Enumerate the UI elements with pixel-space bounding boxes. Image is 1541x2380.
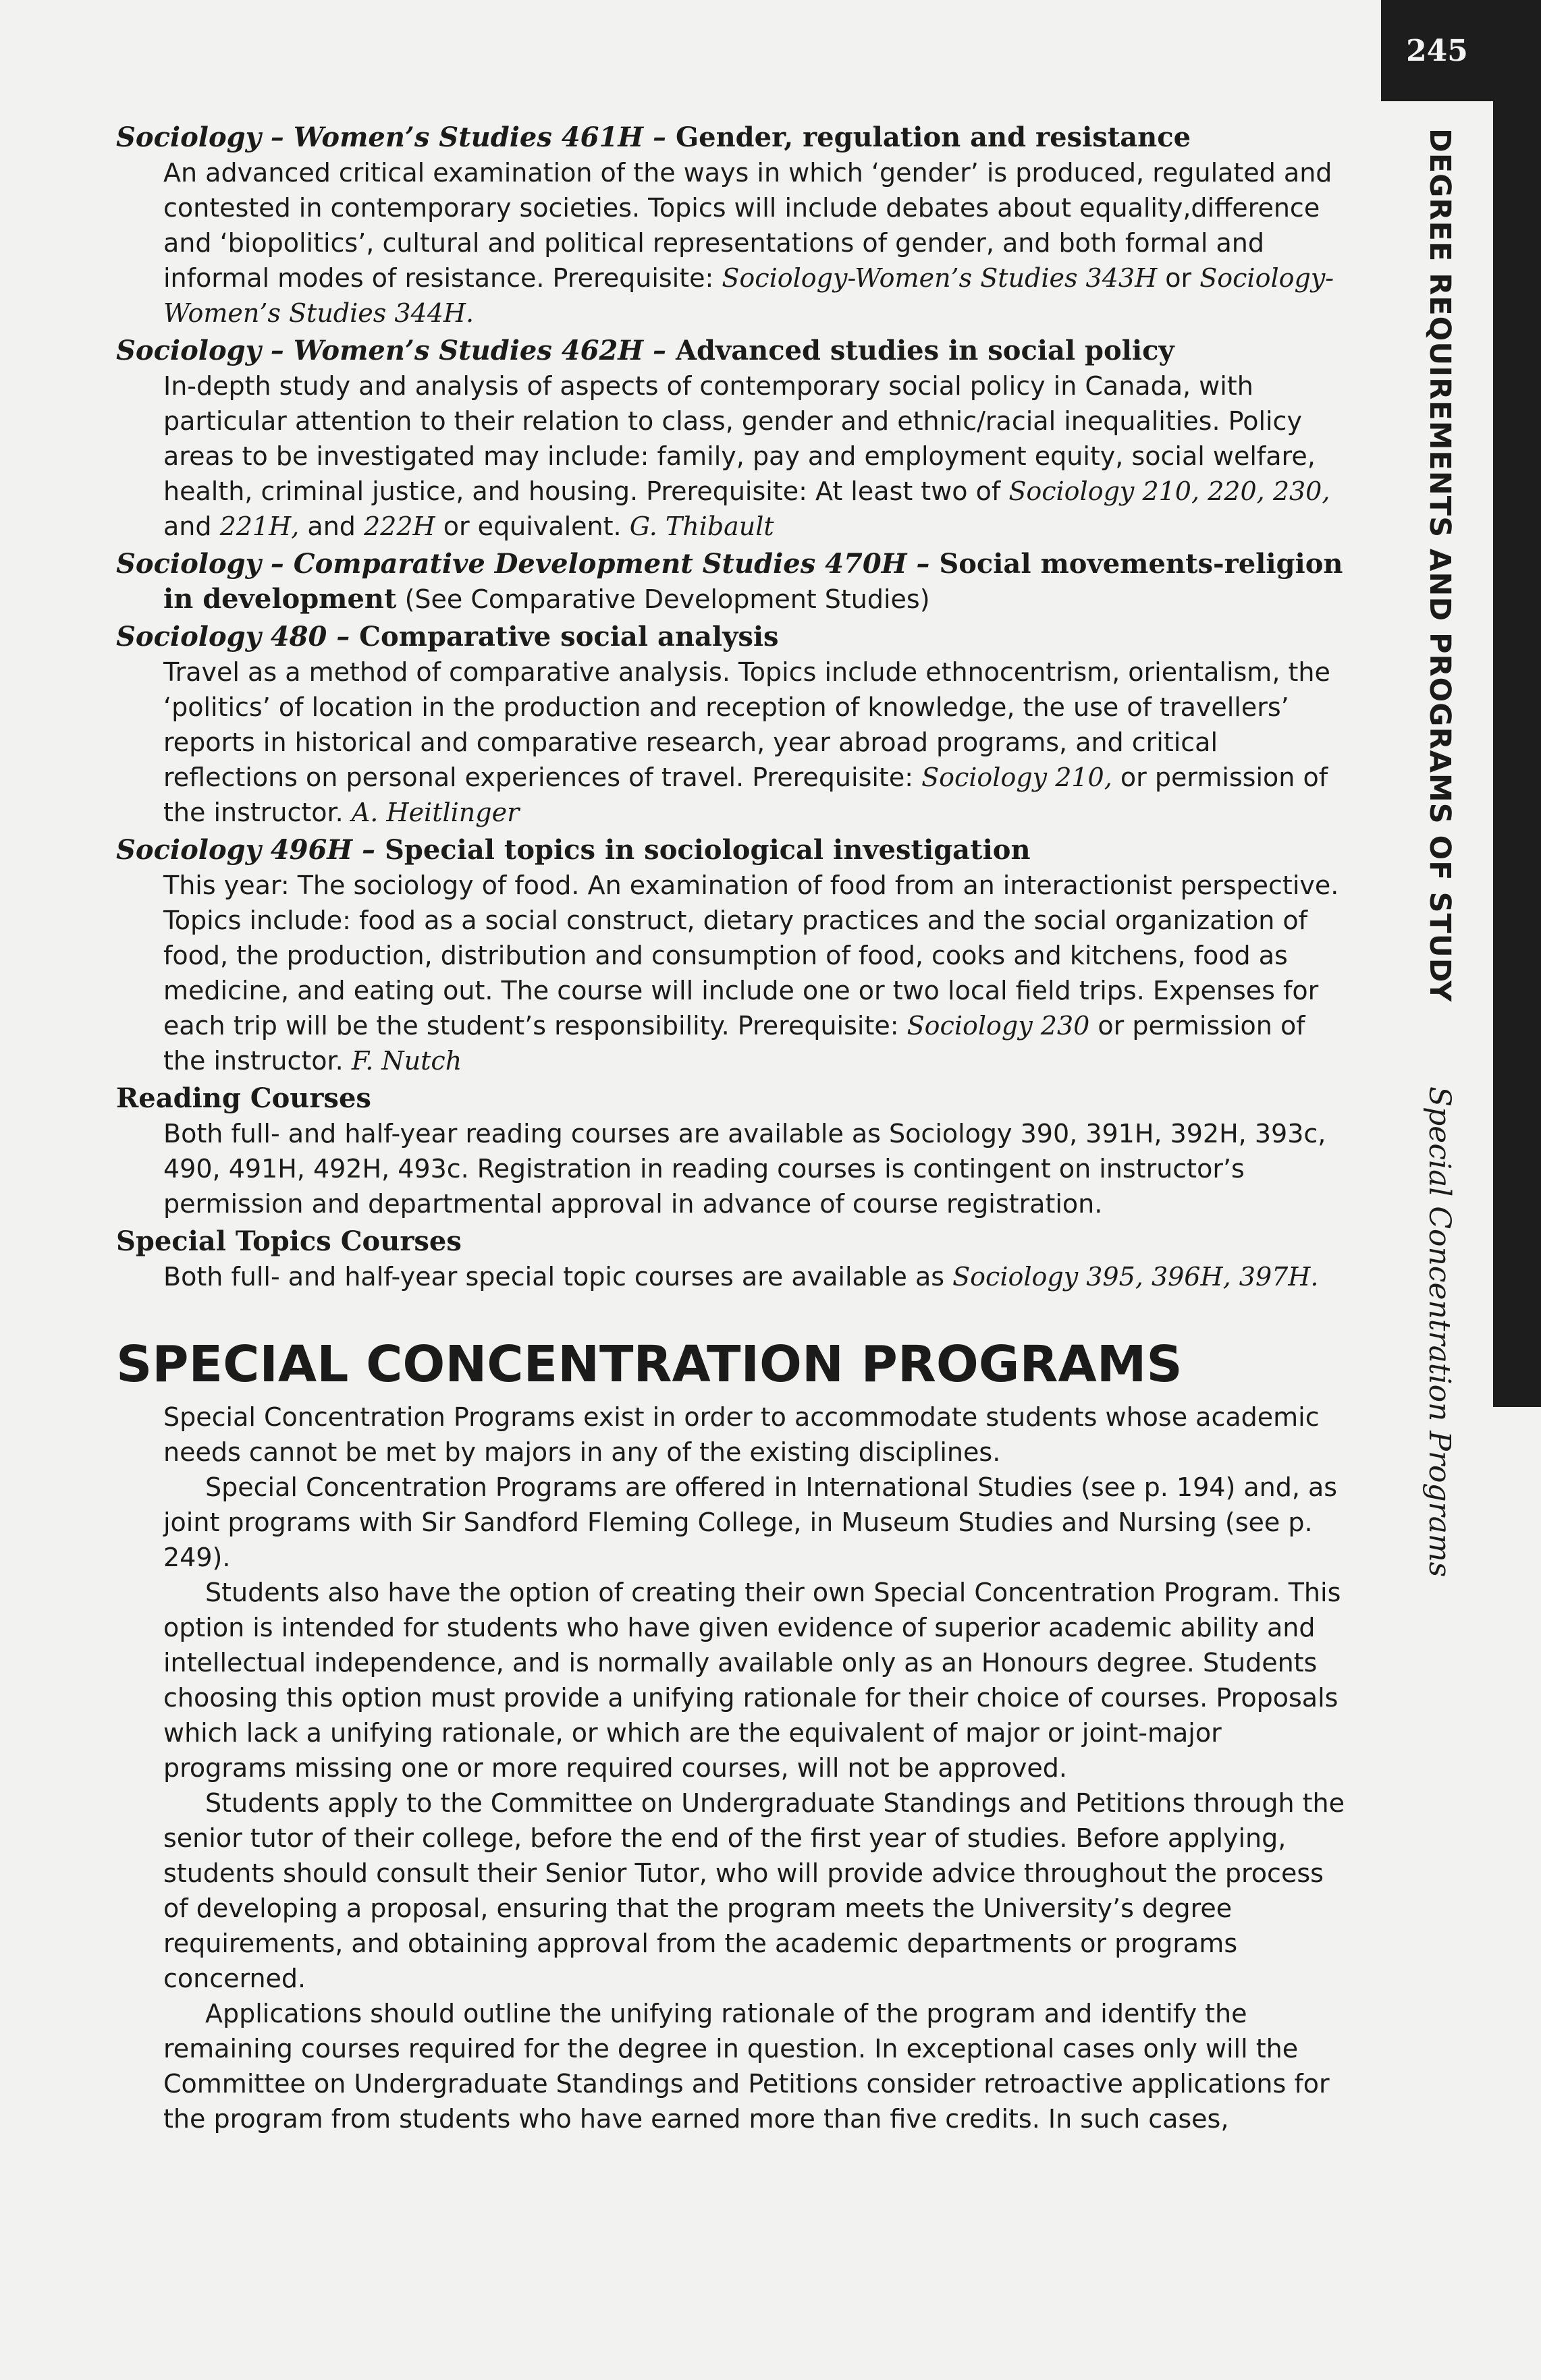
course-title: Advanced studies in social policy <box>666 335 1174 366</box>
running-head-section: Special Concentration Programs <box>1422 1086 1457 1578</box>
course-heading <box>116 619 1351 655</box>
special-topics-text <box>163 1259 1351 1294</box>
running-head-main: DEGREE REQUIREMENTS AND PROGRAMS OF STUDY <box>1423 128 1457 1003</box>
text-run: Both full- and half-year reading courses are available as Sociology 390, 391H, 392H, 393c, 490, 491H, 492H, 493c. Registration in reading courses is contingent on instructor’s permission and departmental approval in advance of course registration. <box>163 1119 1326 1219</box>
course-description <box>163 155 1351 331</box>
special-topics-courses <box>116 1224 1351 1294</box>
course-code: Sociology 496H – <box>116 834 376 866</box>
italic-reference: A. Heitlinger <box>351 798 520 827</box>
italic-reference: Sociology-Women’s Studies 343H <box>722 263 1158 293</box>
italic-reference: G. Thibault <box>629 511 774 541</box>
reading-courses-heading: Reading Courses <box>116 1082 371 1114</box>
italic-reference: 221H, <box>219 511 300 541</box>
page-number: 245 <box>1381 0 1493 101</box>
course-cross-reference: (See Comparative Development Studies) <box>396 584 930 614</box>
special-topics-heading: Special Topics Courses <box>116 1225 462 1257</box>
course-heading <box>116 833 1351 868</box>
text-run: or permission of the instructor. <box>163 1011 1305 1076</box>
course-entry <box>116 333 1351 544</box>
course-title: Special topics in sociological investigation <box>375 834 1031 866</box>
italic-reference: 222H <box>363 511 435 541</box>
text-run: or permission of the instructor. <box>163 763 1328 827</box>
paragraph: Applications should outline the unifying rationale of the program and identify the remaining courses required for the degree in question. In exceptional cases only will the Committee on Undergraduate Standings and Petitions consider retroactive applications for the program from students who have earned more than five credits. In such cases, <box>163 1999 1330 2134</box>
italic-reference: F. Nutch <box>351 1046 462 1076</box>
reading-courses-text <box>163 1116 1351 1221</box>
text-run: In-depth study and analysis of aspects of contemporary social policy in Canada, with particular attention to their relation to class, gender and ethnic/racial inequalities. Policy areas to be investigated may include: family, pay and employment equity, social welfare, health, criminal justice, and housing. Prerequisite: At least two of <box>163 371 1316 506</box>
italic-reference: Sociology 230 <box>907 1011 1090 1041</box>
course-code: Sociology 480 – <box>116 621 350 653</box>
paragraph: Students apply to the Committee on Undergraduate Standings and Petitions through the senior tutor of their college, before the end of the first year of studies. Before applying, students should consult their Senior Tutor, who will provide advice throughout the process of developing a proposal, ensuring that the program meets the University’s degree requirements, and obtaining approval from the academic departments or programs concerned. <box>163 1788 1345 1993</box>
course-code: Sociology – Comparative Development Studies 470H – <box>116 548 930 580</box>
section-body <box>116 1400 1351 2136</box>
italic-reference: Sociology 210, <box>921 763 1112 792</box>
course-list <box>116 120 1351 1078</box>
text-run: or <box>1157 263 1200 293</box>
paragraph: Students also have the option of creating their own Special Concentration Program. This option is intended for students who have given evidence of superior academic ability and intellectual independence, and is normally available only as an Honours degree. Students choosing this option must provide a unifying rationale for their choice of courses. Proposals which lack a unifying rationale, or which are the equivalent of major or joint-major programs missing one or more required courses, will not be approved. <box>163 1578 1341 1783</box>
text-run: and <box>163 511 220 541</box>
thumb-index-tab <box>1493 0 1541 1407</box>
course-heading <box>116 333 1351 368</box>
course-description <box>163 368 1351 544</box>
reading-courses <box>116 1081 1351 1221</box>
main-column <box>116 120 1351 2136</box>
italic-reference: Sociology 395, 396H, 397H. <box>952 1262 1319 1292</box>
section-title: SPECIAL CONCENTRATION PROGRAMS <box>116 1335 1183 1393</box>
course-title: Social movements-religion in development <box>163 548 1343 615</box>
course-code: Sociology – Women’s Studies 462H – <box>116 335 667 366</box>
course-description <box>163 655 1351 830</box>
course-title: Comparative social analysis <box>350 621 779 653</box>
paragraph: Special Concentration Programs are offered in International Studies (see p. 194) and, as joint programs with Sir Sandford Fleming College, in Museum Studies and Nursing (see p. 249). <box>163 1472 1338 1572</box>
italic-reference: Sociology 210, 220, 230, <box>1008 476 1330 506</box>
course-entry <box>116 619 1351 830</box>
text-run: and <box>299 511 364 541</box>
course-entry <box>116 547 1351 617</box>
course-entry <box>116 120 1351 331</box>
course-heading <box>116 120 1351 155</box>
text-run: An advanced critical examination of the ways in which ‘gender’ is produced, regulated and contested in contemporary societies. Topics will include debates about equality,difference and ‘biopolitics’, cultural and political representations of gender, and both formal and informal modes of resistance. Prerequisite: <box>163 158 1332 293</box>
course-entry <box>116 833 1351 1078</box>
italic-reference: Sociology-Women’s Studies 344H. <box>163 263 1334 328</box>
paragraph: Special Concentration Programs exist in order to accommodate students whose academic needs cannot be met by majors in any of the existing disciplines. <box>163 1402 1320 1467</box>
course-title: Gender, regulation and resistance <box>666 121 1191 153</box>
course-description <box>163 868 1351 1078</box>
text-run: Travel as a method of comparative analysis. Topics include ethnocentrism, orientalism, the ‘politics’ of location in the production and reception of knowledge, the use of travellers’ reports in historical and comparative research, year abroad programs, and critical reflections on personal experiences of travel. Prerequisite: <box>163 657 1330 792</box>
text-run: Both full- and half-year special topic courses are available as <box>163 1262 953 1292</box>
course-code: Sociology – Women’s Studies 461H – <box>116 121 667 153</box>
course-heading <box>116 547 1351 617</box>
text-run: This year: The sociology of food. An examination of food from an interactionist perspective. Topics include: food as a social construct, dietary practices and the social organization of food, the production, distribution and consumption of food, cooks and kitchens, food as medicine, and eating out. The course will include one or two local field trips. Expenses for each trip will be the student’s responsibility. Prerequisite: <box>163 870 1339 1041</box>
text-run: or equivalent. <box>435 511 630 541</box>
